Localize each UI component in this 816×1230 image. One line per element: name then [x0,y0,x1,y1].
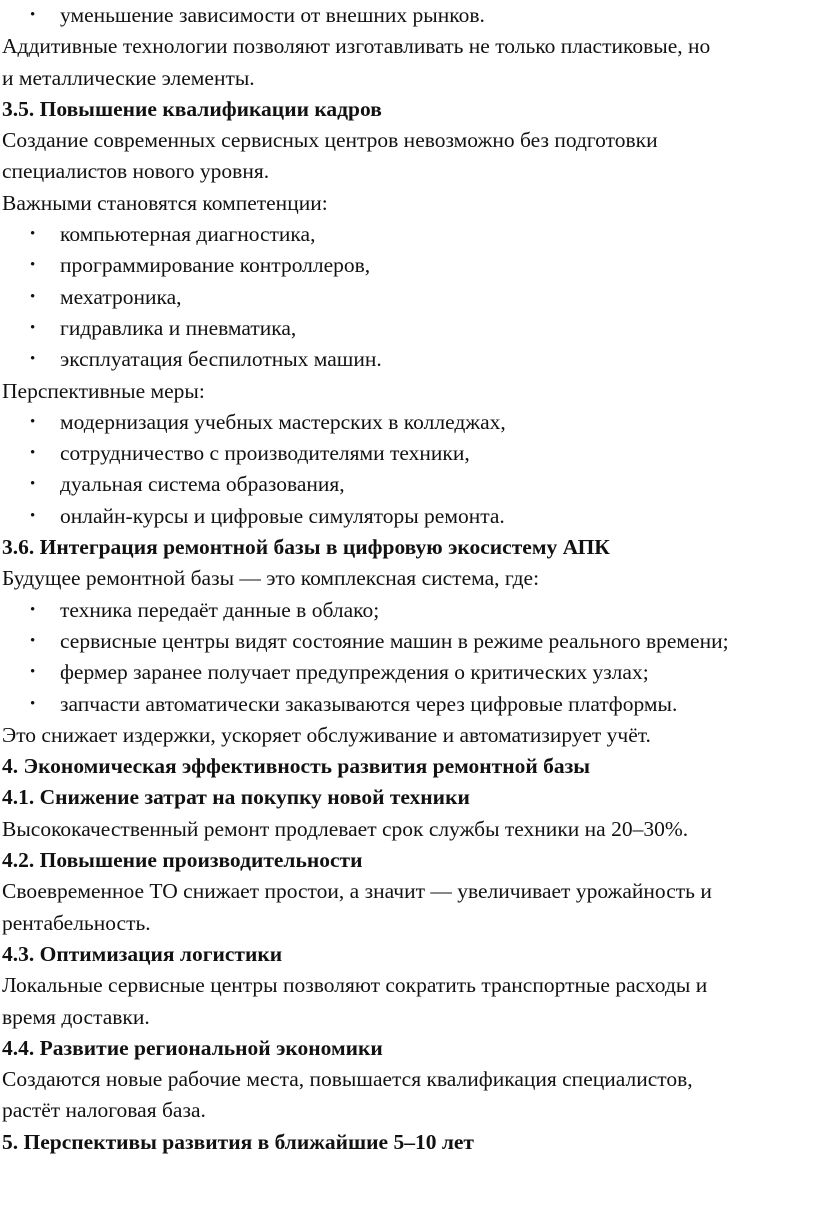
paragraph-line: Создаются новые рабочие места, повышается квалификация специалистов, [2,1067,693,1092]
section-heading-4-2: 4.2. Повышение производительности [2,848,363,873]
paragraph-line: растёт налоговая база. [2,1098,206,1123]
paragraph-line: Будущее ремонтной базы — это комплексная система, где: [2,566,540,591]
paragraph-line: специалистов нового уровня. [2,159,270,184]
section-heading-4-3: 4.3. Оптимизация логистики [2,941,283,966]
competencies-list [2,219,816,375]
list-item: • компьютерная диагностика, [2,219,816,250]
paragraph-line: и металлические элементы. [2,65,255,90]
ecosystem-list [2,595,816,720]
paragraph-line: рентабельность. [2,910,151,935]
section-heading-3-5: 3.5. Повышение квалификации кадров [2,96,382,121]
paragraph-line: Своевременное ТО снижает простои, а значит — увеличивает урожайность и [2,879,712,904]
paragraph-line: Аддитивные технологии позволяют изготавливать не только пластиковые, но [2,34,711,59]
section-heading-4: 4. Экономическая эффективность развития ремонтной базы [2,754,591,779]
list-item: • мехатроника, [2,282,816,313]
paragraph-line: Важными становятся компетенции: [2,190,328,215]
section-heading-4-1: 4.1. Снижение затрат на покупку новой техники [2,785,470,810]
measures-list [2,407,816,532]
list-item: • сотрудничество с производителями техники, [2,438,816,469]
bullet-list-top [2,0,816,31]
section-heading-5: 5. Перспективы развития в ближайшие 5–10 лет [2,1129,474,1154]
list-item: • программирование контроллеров, [2,250,816,281]
section-heading-4-4: 4.4. Развитие региональной экономики [2,1035,383,1060]
list-item: • запчасти автоматически заказываются через цифровые платформы. [2,689,816,720]
list-item: • эксплуатация беспилотных машин. [2,344,816,375]
list-item: • онлайн-курсы и цифровые симуляторы ремонта. [2,501,816,532]
list-item: • техника передаёт данные в облако; [2,595,816,626]
paragraph-line: Высококачественный ремонт продлевает срок службы техники на 20–30%. [2,816,689,841]
paragraph-line: Перспективные меры: [2,378,205,403]
list-item: • сервисные центры видят состояние машин в режиме реального времени; [2,626,760,657]
paragraph-line: время доставки. [2,1004,150,1029]
paragraph-line: Это снижает издержки, ускоряет обслуживание и автоматизирует учёт. [2,722,651,747]
list-item: • уменьшение зависимости от внешних рынков. [2,0,816,31]
list-item: • гидравлика и пневматика, [2,313,816,344]
list-item: • модернизация учебных мастерских в колледжах, [2,407,816,438]
paragraph-line: Создание современных сервисных центров невозможно без подготовки [2,128,658,153]
list-item: • дуальная система образования, [2,469,816,500]
paragraph-line: Локальные сервисные центры позволяют сократить транспортные расходы и [2,973,708,998]
section-heading-3-6: 3.6. Интеграция ремонтной базы в цифровую экосистему АПК [2,535,610,560]
list-item: • фермер заранее получает предупреждения о критических узлах; [2,657,816,688]
